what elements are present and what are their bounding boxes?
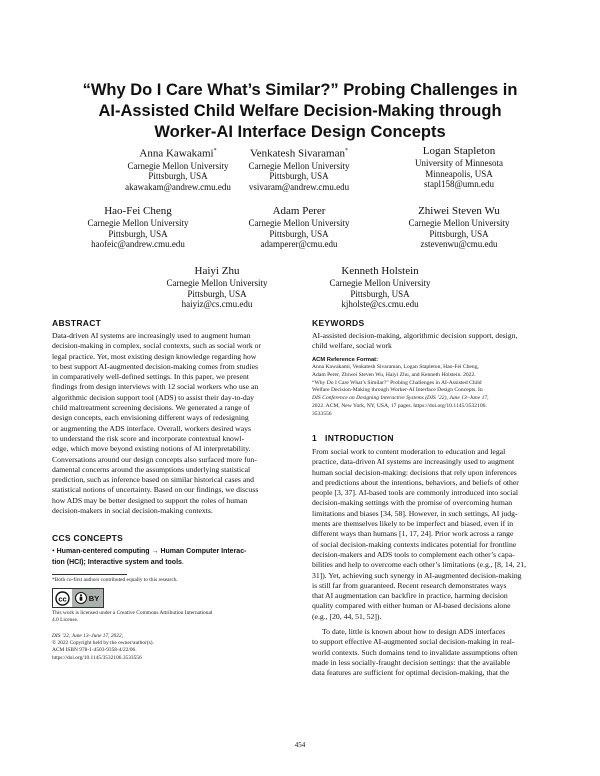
license-line: 4.0 License. xyxy=(52,617,79,624)
author-affiliation: Carnegie Mellon University xyxy=(87,218,189,228)
reference-line: Anna Kawakami, Venkatesh Sivaraman, Logan Stapleton, Hao-Fei Cheng, xyxy=(312,364,479,370)
reference-line: “Why Do I Care What’s Similar?” Probing Challenges in AI-Assisted Child xyxy=(312,379,482,386)
introduction-paragraph xyxy=(312,447,564,622)
abstract-section xyxy=(52,318,304,516)
abstract-line: findings from design interviews with 12 social workers who use an xyxy=(52,382,259,392)
intro-line: world contexts. Such domains tend to invalidate assumptions often xyxy=(312,647,518,657)
co-first-author-mark: * xyxy=(213,148,217,154)
author-location: Pittsburgh, USA xyxy=(429,228,489,239)
author-email[interactable]: zstevenwu@cmu.edu xyxy=(420,239,498,249)
author-email[interactable]: adamperer@cmu.edu xyxy=(260,239,338,249)
abstract-line: to best support AI-augmented decision-making comes from studies xyxy=(52,361,259,371)
ccs-heading: CCS CONCEPTS xyxy=(52,533,124,543)
ccs-concept-text: tion (HCI); Interactive system and tools xyxy=(52,559,182,567)
author-name: Venkatesh Sivaraman xyxy=(250,147,345,160)
footnote-rule xyxy=(52,574,127,575)
ccs-concept xyxy=(52,557,304,568)
introduction-section xyxy=(312,433,564,679)
title-line: “Why Do I Care What’s Similar?” Probing Challenges in xyxy=(82,81,518,99)
author-email[interactable]: akawakam@andrew.cmu.edu xyxy=(125,181,231,192)
footnote: *Both co-first authors contributed equally to this research. xyxy=(52,577,178,583)
intro-line: 31]). Yet, achieving such synergy in AI-augmented decision-making xyxy=(312,570,522,580)
author-name: Adam Perer xyxy=(272,205,326,217)
intro-line: decision-making settings with the promise of overcoming human xyxy=(312,498,513,508)
abstract-line: Data-driven AI systems are increasingly used to augment human xyxy=(52,331,251,340)
abstract-line: design concepts, each envisioning different ways of redesigning xyxy=(52,413,249,423)
reference-line: DIS Conference on Designing Interactive Systems (DIS ’22), June 13–June 17, xyxy=(312,395,489,402)
by-icon xyxy=(72,589,103,607)
author-location: Pittsburgh, USA xyxy=(269,171,329,182)
abstract-heading: ABSTRACT xyxy=(52,318,102,328)
ccs-concept xyxy=(52,546,304,557)
abstract-line: in comparatively well-defined settings. In this paper, we present xyxy=(52,372,249,382)
abstract-line: legal practice. Yet, most existing design knowledge regarding how xyxy=(52,351,257,361)
keywords-heading: KEYWORDS xyxy=(312,318,365,328)
intro-line: decision-makers and ADS tools to complement each other’s capa- xyxy=(312,549,515,559)
author-location: Pittsburgh, USA xyxy=(350,288,410,299)
abstract-line: Conversations around our design concepts also surfaced more fun- xyxy=(52,454,257,464)
abstract-line: decision-makers in social decision-making contexts. xyxy=(52,506,213,516)
ccs-bullet: • xyxy=(52,546,55,555)
cc-by-license-badge[interactable] xyxy=(52,588,104,608)
author-email[interactable]: haiyiz@cs.cmu.edu xyxy=(181,299,253,309)
intro-line: human social decision-making: decisions that rely upon inferences xyxy=(312,467,517,477)
author-location: Minneapolis, USA xyxy=(425,168,493,179)
abstract-line: to understand the risk score and incorporate contextual knowl- xyxy=(52,433,245,443)
author-name: Haiyi Zhu xyxy=(194,265,240,277)
author-block xyxy=(122,265,312,310)
keywords-text xyxy=(312,331,564,352)
abstract-line: decision-making in complex, social contexts, such as social work or xyxy=(52,341,262,351)
section-number: 1 xyxy=(312,433,318,443)
license-line: This work is licensed under a Creative Commons Attribution International xyxy=(52,610,213,616)
acm-reference-heading: ACM Reference Format: xyxy=(312,357,379,363)
reference-line: Adam Perer, Zhiwei Steven Wu, Haiyi Zhu, and Kenneth Holstein. 2022. xyxy=(312,371,476,378)
reference-line: 2022. ACM, New York, NY, USA, 17 pages. https://doi.org/10.1145/3532106. xyxy=(312,402,487,409)
abstract-line: child maltreatment screening decisions. We generated a range of xyxy=(52,403,250,413)
intro-line: bilities and help to overcome each other’s limitations (e.g., [8, 14, 21, xyxy=(312,560,526,570)
intro-line: made in less socially-fraught decision settings: that the available xyxy=(312,657,511,667)
intro-line: people [3, 37]. AI-based tools are commonly introduced into social xyxy=(312,488,519,498)
acm-reference-section xyxy=(312,356,564,419)
by-text: BY xyxy=(88,594,99,603)
author-block xyxy=(285,265,475,310)
author-affiliation: Carnegie Mellon University xyxy=(166,278,268,288)
author-location: Pittsburgh, USA xyxy=(108,228,168,239)
author-name: Anna Kawakami xyxy=(139,147,214,160)
author-email[interactable]: vsivaram@andrew.cmu.edu xyxy=(248,181,350,192)
ccs-concept-text: Human-centered computing → Human Computer Interac- xyxy=(56,548,247,555)
introduction-paragraph xyxy=(312,627,564,678)
abstract-line: damental concerns around the assumptions underlying statistical xyxy=(52,464,251,474)
abstract-line: statistical notions of uncertainty. Based on our findings, we discuss xyxy=(52,485,259,495)
cc-icon xyxy=(53,589,72,607)
intro-line: quality compared with either human or AI-based decisions alone xyxy=(312,601,511,611)
reference-line: Welfare Decision-Making through Worker-AI Interface Design Concepts. In xyxy=(312,387,483,394)
keywords-section xyxy=(312,318,564,352)
author-block xyxy=(364,145,554,190)
intro-line: ments are themselves likely to be imperfect and biased, even if in xyxy=(312,519,514,529)
intro-line: (e.g., [20, 44, 51, 52]). xyxy=(312,611,382,621)
reference-line: 3533556 xyxy=(312,410,332,417)
author-affiliation: University of Minnesota xyxy=(415,158,503,168)
keywords-line: child welfare, social work xyxy=(312,341,392,351)
author-location: Pittsburgh, USA xyxy=(269,228,329,239)
author-affiliation: Carnegie Mellon University xyxy=(408,218,510,228)
intro-line: that AI augmentation can backfire in practice, harming decision xyxy=(312,591,508,601)
author-affiliation: Carnegie Mellon University xyxy=(329,278,431,288)
author-location: Pittsburgh, USA xyxy=(187,288,247,299)
intro-line: data features are sufficient for optimal decision-making, that the xyxy=(312,668,510,678)
intro-line: different ways than humans [1, 17, 24]. Prior work across a range xyxy=(312,529,514,539)
acm-reference-text xyxy=(312,364,564,419)
author-email[interactable]: kjholste@cs.cmu.edu xyxy=(341,299,419,309)
abstract-line: edge, which move beyond existing notions of AI interpretability. xyxy=(52,444,251,454)
isbn-line: ACM ISBN 978-1-4503-9358-4/22/06. xyxy=(52,647,137,654)
abstract-line: how ADS may be better designed to support the roles of human xyxy=(52,495,248,505)
title-line: Worker-AI Interface Design Concepts xyxy=(154,123,446,141)
intro-line: and predictions about the intentions, behaviors, and beliefs of other xyxy=(312,477,519,487)
doi-link[interactable]: https://doi.org/10.1145/3532106.3533556 xyxy=(52,654,142,661)
copyright-line: © 2022 Copyright held by the owner/author(s). xyxy=(52,640,154,647)
abstract-text xyxy=(52,331,304,516)
author-location: Pittsburgh, USA xyxy=(148,171,208,182)
author-affiliation: Carnegie Mellon University xyxy=(127,160,229,171)
co-first-author-mark: * xyxy=(345,148,348,154)
venue-line: DIS ’22, June 13–June 17, 2022, xyxy=(52,633,123,639)
section-title: INTRODUCTION xyxy=(325,433,394,443)
ccs-period: . xyxy=(181,557,184,567)
intro-line: To date, little is known about how to design ADS interfaces xyxy=(322,627,506,637)
introduction-heading xyxy=(312,433,564,443)
intro-line: of social decision-making contexts indicates potential for frontline xyxy=(312,539,517,549)
author-name: Kenneth Holstein xyxy=(341,265,419,277)
author-affiliation: Carnegie Mellon University xyxy=(248,160,350,171)
license-text xyxy=(52,610,212,624)
author-email[interactable]: stapl158@umn.edu xyxy=(423,179,495,189)
author-email[interactable]: haofeic@andrew.cmu.edu xyxy=(91,239,185,249)
intro-line: From social work to content moderation to education and legal xyxy=(312,447,506,456)
abstract-line: or augmenting the ADS interface. Overall, workers desired ways xyxy=(52,423,251,433)
page-number: 454 xyxy=(294,741,306,749)
author-name: Logan Stapleton xyxy=(422,145,496,157)
intro-line: limitations and biases [34, 58]. However, in such settings, AI judg- xyxy=(312,508,518,518)
keywords-line: AI-assisted decision-making, algorithmic decision support, design, xyxy=(312,331,518,340)
ccs-section xyxy=(52,533,304,569)
abstract-line: prediction, such as inference based on similar historical cases and xyxy=(52,475,254,485)
abstract-line: algorithmic decision support tool (ADS) to assist their day-to-day xyxy=(52,392,254,402)
intro-line: to support effective AI-augmented social decision-making in real- xyxy=(312,637,515,647)
author-name: Zhiwei Steven Wu xyxy=(418,205,500,217)
cc-text: cc xyxy=(58,593,67,603)
publication-info xyxy=(52,633,154,662)
intro-line: practice, data-driven AI systems are increasingly used to augment xyxy=(312,457,515,467)
intro-line: is still far from guaranteed. Recent research demonstrates ways xyxy=(312,580,507,590)
author-name: Hao-Fei Cheng xyxy=(104,205,172,217)
title-line: AI-Assisted Child Welfare Decision-Making through xyxy=(98,102,502,120)
author-block xyxy=(364,205,554,250)
author-affiliation: Carnegie Mellon University xyxy=(248,218,350,228)
paper-title xyxy=(60,80,540,143)
